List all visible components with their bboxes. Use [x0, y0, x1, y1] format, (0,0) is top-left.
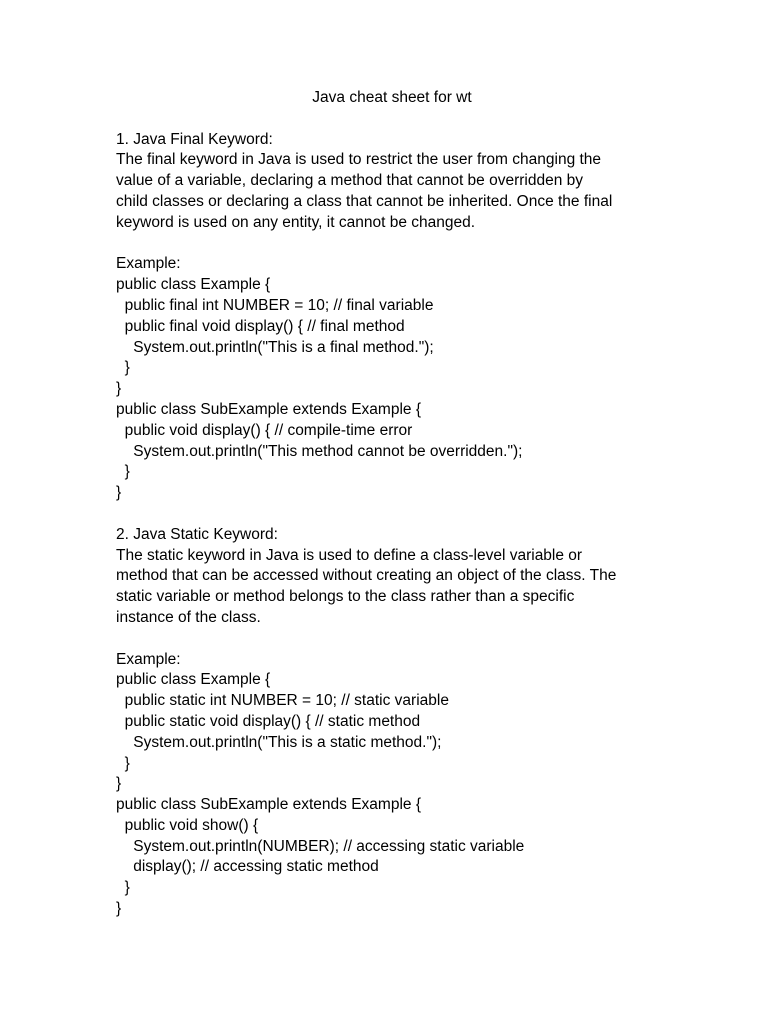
code-line: System.out.println("This is a final method."); [116, 338, 434, 356]
code-line: public static int NUMBER = 10; // static variable [116, 692, 449, 710]
code-block [116, 275, 676, 504]
document-title: Java cheat sheet for wt [312, 89, 472, 106]
paragraph-line: The final keyword in Java is used to restrict the user from changing the [116, 151, 602, 169]
section-paragraph [116, 546, 676, 629]
document-page [116, 88, 676, 920]
code-line: } [116, 900, 122, 918]
code-line: System.out.println(NUMBER); // accessing static variable [116, 837, 525, 855]
blank-line [116, 234, 676, 255]
blank-line [116, 504, 676, 525]
code-line: } [116, 484, 122, 502]
code-line: public void display() { // compile-time error [116, 421, 413, 439]
code-line: } [116, 775, 122, 793]
code-line: public class SubExample extends Example { [116, 796, 421, 814]
code-line: display(); // accessing static method [116, 858, 379, 876]
code-line: } [116, 754, 130, 772]
code-line: public class Example { [116, 671, 271, 689]
code-line: public final int NUMBER = 10; // final variable [116, 296, 434, 314]
code-line: public class Example { [116, 276, 271, 294]
code-line: } [116, 879, 130, 897]
paragraph-line: value of a variable, declaring a method that cannot be overridden by [116, 172, 584, 190]
example-label: Example: [116, 650, 181, 668]
code-line: } [116, 359, 130, 377]
paragraph-line: method that can be accessed without creating an object of the class. The [116, 567, 617, 585]
code-line: } [116, 463, 130, 481]
section-final-keyword [116, 130, 676, 504]
section-heading: 2. Java Static Keyword: [116, 525, 278, 543]
paragraph-line: static variable or method belongs to the class rather than a specific [116, 588, 575, 606]
example-label: Example: [116, 255, 181, 273]
code-line: public void show() { [116, 816, 259, 834]
code-line: System.out.println("This method cannot be overridden."); [116, 442, 523, 460]
paragraph-line: child classes or declaring a class that cannot be inherited. Once the final [116, 192, 613, 210]
code-line: System.out.println("This is a static method."); [116, 733, 442, 751]
code-line: public final void display() { // final method [116, 317, 405, 335]
code-line: public static void display() { // static method [116, 712, 421, 730]
blank-line [116, 629, 676, 650]
section-paragraph [116, 150, 676, 233]
code-block [116, 670, 676, 920]
code-line: } [116, 380, 122, 398]
paragraph-line: The static keyword in Java is used to define a class-level variable or [116, 546, 583, 564]
paragraph-line: keyword is used on any entity, it cannot be changed. [116, 213, 476, 231]
paragraph-line: instance of the class. [116, 608, 261, 626]
section-static-keyword [116, 525, 676, 920]
section-heading: 1. Java Final Keyword: [116, 130, 273, 148]
code-line: public class SubExample extends Example { [116, 400, 421, 418]
